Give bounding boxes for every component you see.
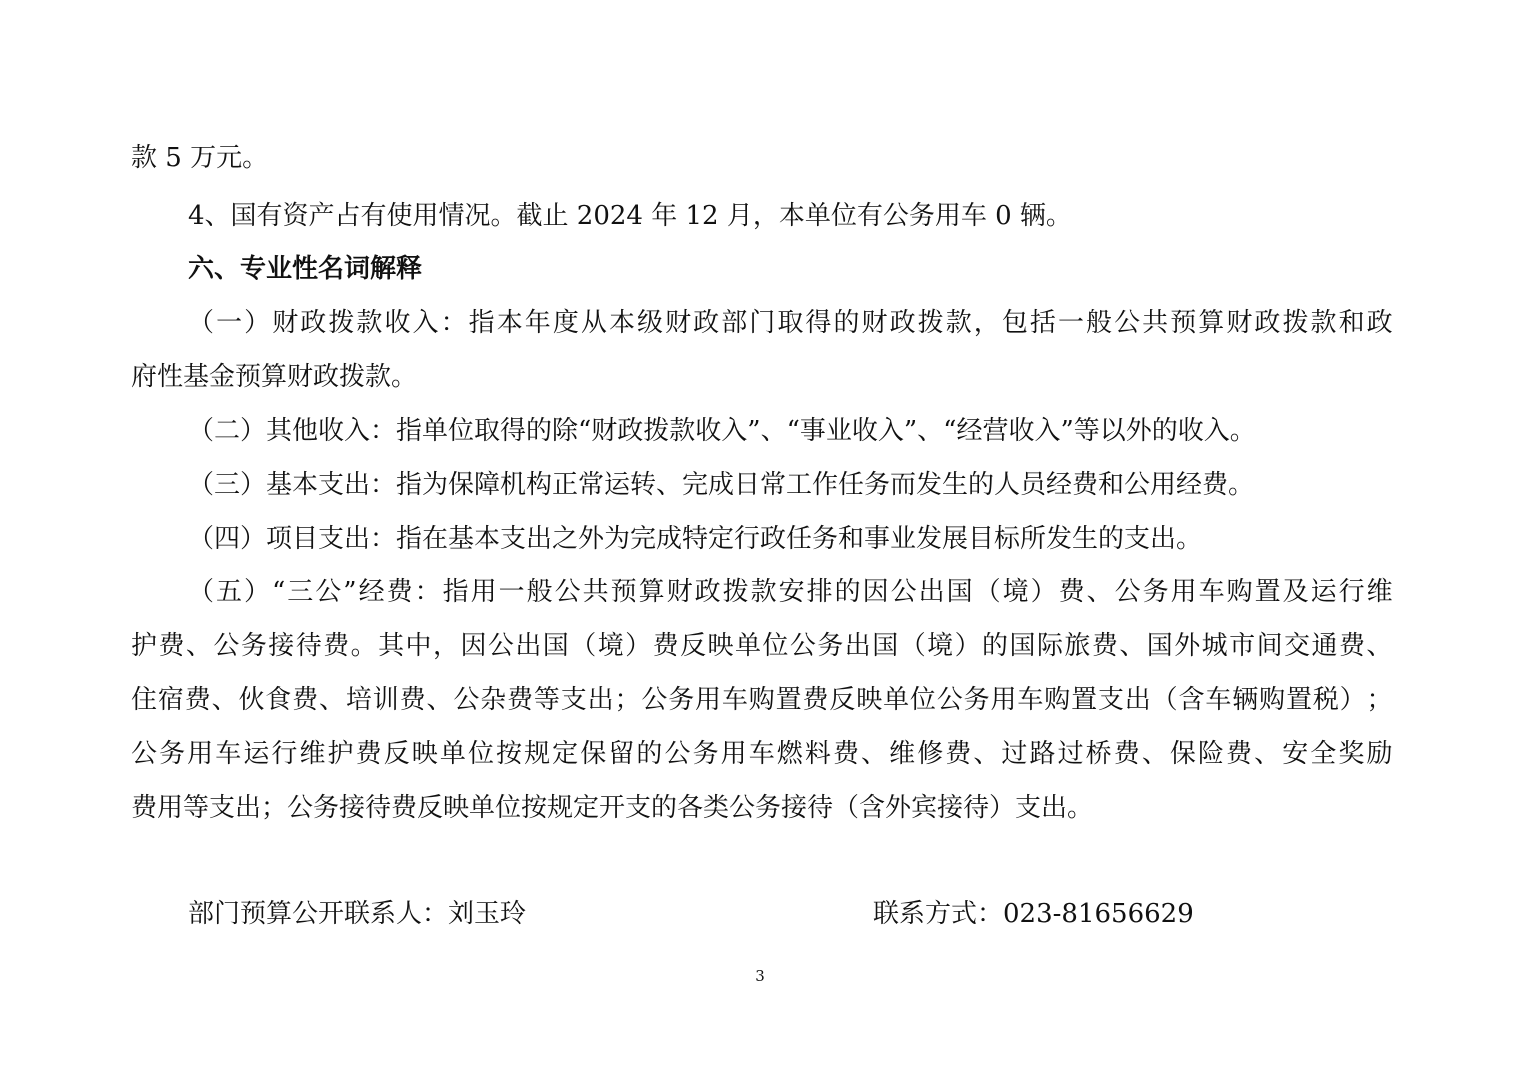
text-char: 反 <box>680 631 707 661</box>
paragraph-line: 费用等支出；公务接待费反映单位按规定开支的各类公务接待（含外宾接待）支出。 <box>131 793 1094 823</box>
text-char: 车 <box>721 685 748 715</box>
text-char: 、 <box>973 739 1000 769</box>
text-char: 运 <box>1310 577 1337 607</box>
text-char: 费 <box>507 685 534 715</box>
text-char: 五 <box>216 577 243 607</box>
text-char: 政 <box>694 577 721 607</box>
text-char: ） <box>954 631 981 661</box>
text-char: 费 <box>1113 739 1140 769</box>
text-char: 待 <box>295 631 322 661</box>
paragraph-line <box>131 683 1393 717</box>
text-char: 得 <box>805 308 832 338</box>
text-char: 公 <box>664 739 691 769</box>
text-char: 费 <box>652 631 679 661</box>
text-char: 入 <box>412 308 439 338</box>
text-char: 国 <box>872 631 899 661</box>
text-char: 反 <box>383 739 410 769</box>
text-char: ： <box>440 308 467 338</box>
text-char: 杂 <box>480 685 507 715</box>
text-char: 政 <box>300 308 327 338</box>
text-char: 公 <box>890 577 917 607</box>
text-char: 费 <box>323 631 350 661</box>
text-char: 映 <box>411 739 438 769</box>
text-char: 、 <box>426 685 453 715</box>
text-char: 公 <box>936 685 963 715</box>
text-char: 宿 <box>157 685 184 715</box>
text-char: 款 <box>1310 308 1337 338</box>
text-char: 拨 <box>1282 308 1309 338</box>
text-char: 务 <box>692 739 719 769</box>
text-char: 用 <box>990 685 1017 715</box>
text-char: 费 <box>184 685 211 715</box>
text-char: 行 <box>271 739 298 769</box>
text-char: 过 <box>1001 739 1028 769</box>
text-char: 城 <box>1201 631 1228 661</box>
text-char: 护 <box>327 739 354 769</box>
text-char: ” <box>343 577 357 607</box>
text-char: 购 <box>1259 685 1286 715</box>
text-char: 购 <box>1226 577 1253 607</box>
text-char: 财 <box>861 308 888 338</box>
text-char: 预 <box>1170 308 1197 338</box>
text-char: 。 <box>350 631 377 661</box>
contact-method: 联系方式：023-81656629 <box>873 899 1194 929</box>
text-char: 置 <box>1285 685 1312 715</box>
text-char: 公 <box>487 631 514 661</box>
text-char: 费 <box>386 577 413 607</box>
text-char: 公 <box>213 631 240 661</box>
text-char: 市 <box>1229 631 1256 661</box>
text-char: 务 <box>817 631 844 661</box>
text-char: 公 <box>131 739 158 769</box>
text-char: 政 <box>889 308 916 338</box>
text-char: 国 <box>946 577 973 607</box>
text-char: 间 <box>1256 631 1283 661</box>
text-char: 留 <box>608 739 635 769</box>
text-char: 车 <box>1198 577 1225 607</box>
text-char: ： <box>414 577 441 607</box>
text-char: 三 <box>287 577 314 607</box>
text-char: 桥 <box>1085 739 1112 769</box>
text-char: 公 <box>315 577 342 607</box>
text-char: 安 <box>778 577 805 607</box>
text-char: 款 <box>945 308 972 338</box>
text-char: 公 <box>554 577 581 607</box>
text-char: 务 <box>240 631 267 661</box>
paragraph-line: 4、国有资产占有使用情况。截止 2024 年 12 月，本单位有公务用车 0 辆。 <box>188 201 1072 231</box>
text-char: 财 <box>1226 308 1253 338</box>
text-char: 通 <box>1311 631 1338 661</box>
text-char: 从 <box>580 308 607 338</box>
text-char: 、 <box>211 685 238 715</box>
text-char: 修 <box>917 739 944 769</box>
text-char: 费 <box>355 739 382 769</box>
text-char: 奖 <box>1338 739 1365 769</box>
text-char: 车 <box>1205 685 1232 715</box>
text-char: 支 <box>1097 685 1124 715</box>
paragraph-line <box>131 629 1393 663</box>
text-char: （ <box>188 308 215 338</box>
text-char: 共 <box>1142 308 1169 338</box>
text-char: 括 <box>1029 308 1056 338</box>
text-char: 住 <box>131 685 158 715</box>
text-char: 和 <box>1338 308 1365 338</box>
text-char: 、 <box>185 631 212 661</box>
text-char: 保 <box>1169 739 1196 769</box>
text-char: ） <box>244 308 271 338</box>
text-char: 路 <box>1029 739 1056 769</box>
text-char: 般 <box>1086 308 1113 338</box>
text-char: 际 <box>1036 631 1063 661</box>
text-char: 行 <box>1338 577 1365 607</box>
text-char: 购 <box>748 685 775 715</box>
text-char: 置 <box>775 685 802 715</box>
text-char: 定 <box>552 739 579 769</box>
text-char: 出 <box>1124 685 1151 715</box>
paragraph-line <box>131 737 1393 771</box>
text-char: 位 <box>909 685 936 715</box>
text-char: 购 <box>1044 685 1071 715</box>
text-char: 维 <box>889 739 916 769</box>
text-char: 车 <box>1017 685 1044 715</box>
text-char: 般 <box>526 577 553 607</box>
text-char: 一 <box>1057 308 1084 338</box>
text-char: 食 <box>265 685 292 715</box>
text-char: 费 <box>1058 577 1085 607</box>
text-char: ； <box>1366 685 1393 715</box>
text-char: 政 <box>693 308 720 338</box>
text-char: 的 <box>982 631 1009 661</box>
text-char: ； <box>614 685 641 715</box>
text-char: 险 <box>1197 739 1224 769</box>
text-char: 算 <box>1198 308 1225 338</box>
text-char: 拨 <box>722 577 749 607</box>
text-char: 出 <box>918 577 945 607</box>
text-char: 的 <box>833 308 860 338</box>
text-char: 全 <box>1310 739 1337 769</box>
text-char: 费 <box>832 739 859 769</box>
paragraph-line: （二）其他收入：指单位取得的除“财政拨款收入”、“事业收入”、“经营收入”等以外的收入。 <box>188 416 1256 446</box>
text-char: 位 <box>467 739 494 769</box>
text-char: 、 <box>861 739 888 769</box>
text-char: 及 <box>1282 577 1309 607</box>
paragraph-line: （四）项目支出：指在基本支出之外为完成特定行政任务和事业发展目标所发生的支出。 <box>188 524 1203 554</box>
text-char: 级 <box>637 308 664 338</box>
text-char: （ <box>899 631 926 661</box>
text-char: 的 <box>834 577 861 607</box>
text-char: 用 <box>470 577 497 607</box>
text-char: 税 <box>1312 685 1339 715</box>
text-char: 国 <box>1146 631 1173 661</box>
text-char: “ <box>272 577 286 607</box>
text-char: 财 <box>272 308 299 338</box>
text-char: 单 <box>734 631 761 661</box>
text-char: 款 <box>750 577 777 607</box>
text-char: 费 <box>399 685 426 715</box>
text-char: 公 <box>789 631 816 661</box>
text-char: ） <box>625 631 652 661</box>
text-char: 燃 <box>776 739 803 769</box>
text-char: （ <box>1151 685 1178 715</box>
text-char: 费 <box>1226 739 1253 769</box>
text-char: 出 <box>587 685 614 715</box>
text-char: 一 <box>498 577 525 607</box>
paragraph-line <box>188 575 1393 609</box>
text-char: 过 <box>1057 739 1084 769</box>
section-heading: 六、专业性名词解释 <box>188 254 423 284</box>
text-char: 部 <box>721 308 748 338</box>
text-char: 、 <box>1366 631 1393 661</box>
text-char: 、 <box>319 685 346 715</box>
text-char: 共 <box>582 577 609 607</box>
text-char: 费 <box>292 685 319 715</box>
text-char: 、 <box>1086 577 1113 607</box>
text-char: 收 <box>384 308 411 338</box>
text-char: 、 <box>1141 739 1168 769</box>
text-char: 境 <box>1002 577 1029 607</box>
text-char: 用 <box>695 685 722 715</box>
text-char: ） <box>1030 577 1057 607</box>
text-char: 单 <box>439 739 466 769</box>
text-char: 支 <box>560 685 587 715</box>
text-char: 位 <box>762 631 789 661</box>
text-char: 费 <box>1338 631 1365 661</box>
text-char: 国 <box>1009 631 1036 661</box>
text-char: 政 <box>1366 308 1393 338</box>
text-char: 其 <box>378 631 405 661</box>
text-char: 门 <box>749 308 776 338</box>
text-char: 置 <box>1254 577 1281 607</box>
text-char: 拨 <box>328 308 355 338</box>
text-char: 公 <box>1114 308 1141 338</box>
text-char: 的 <box>636 739 663 769</box>
paragraph-line: 款 5 万元。 <box>131 143 269 173</box>
text-char: 等 <box>533 685 560 715</box>
text-char: 预 <box>610 577 637 607</box>
text-char: 因 <box>862 577 889 607</box>
text-char: 车 <box>748 739 775 769</box>
text-char: 伙 <box>238 685 265 715</box>
text-char: 旅 <box>1064 631 1091 661</box>
text-char: 规 <box>524 739 551 769</box>
text-char: 反 <box>829 685 856 715</box>
text-char: 、 <box>1254 739 1281 769</box>
text-char: 映 <box>856 685 883 715</box>
text-char: 经 <box>358 577 385 607</box>
text-char: ） <box>244 577 271 607</box>
text-char: 费 <box>158 631 185 661</box>
text-char: 按 <box>496 739 523 769</box>
text-char: 用 <box>187 739 214 769</box>
text-char: 单 <box>883 685 910 715</box>
text-char: 取 <box>777 308 804 338</box>
text-char: 拨 <box>917 308 944 338</box>
text-char: （ <box>570 631 597 661</box>
text-char: 务 <box>668 685 695 715</box>
text-char: （ <box>188 577 215 607</box>
text-char: 算 <box>638 577 665 607</box>
text-char: 本 <box>496 308 523 338</box>
text-char: 维 <box>1366 577 1393 607</box>
text-char: 务 <box>159 739 186 769</box>
text-char: 务 <box>1142 577 1169 607</box>
text-char: 训 <box>372 685 399 715</box>
text-char: 安 <box>1282 739 1309 769</box>
text-char: 度 <box>552 308 579 338</box>
paragraph-line: （三）基本支出：指为保障机构正常运转、完成日常工作任务而发生的人员经费和公用经费。 <box>188 470 1255 500</box>
text-char: 本 <box>608 308 635 338</box>
text-char: 车 <box>215 739 242 769</box>
text-char: （ <box>974 577 1001 607</box>
text-char: 接 <box>268 631 295 661</box>
text-char: 用 <box>1170 577 1197 607</box>
text-char: 国 <box>542 631 569 661</box>
page-number: 3 <box>755 967 765 985</box>
text-char: 含 <box>1178 685 1205 715</box>
text-char: 出 <box>844 631 871 661</box>
text-char: 运 <box>243 739 270 769</box>
text-char: 励 <box>1366 739 1393 769</box>
text-char: 中 <box>405 631 432 661</box>
text-char: ， <box>432 631 459 661</box>
text-char: 务 <box>963 685 990 715</box>
text-char: 因 <box>460 631 487 661</box>
text-char: 置 <box>1071 685 1098 715</box>
text-char: 保 <box>580 739 607 769</box>
text-char: ， <box>973 308 1000 338</box>
text-char: 款 <box>356 308 383 338</box>
text-char: 料 <box>804 739 831 769</box>
text-char: 费 <box>945 739 972 769</box>
text-char: 排 <box>806 577 833 607</box>
text-char: 费 <box>1091 631 1118 661</box>
text-char: 映 <box>707 631 734 661</box>
text-char: 一 <box>216 308 243 338</box>
text-char: 护 <box>131 631 158 661</box>
contact-person: 部门预算公开联系人：刘玉玲 <box>188 899 527 929</box>
text-char: 公 <box>453 685 480 715</box>
text-char: 辆 <box>1232 685 1259 715</box>
text-char: 境 <box>927 631 954 661</box>
paragraph-line <box>188 306 1393 340</box>
text-char: 指 <box>468 308 495 338</box>
text-char: 、 <box>1119 631 1146 661</box>
paragraph-line: 府性基金预算财政拨款。 <box>131 362 418 392</box>
text-char: 指 <box>442 577 469 607</box>
text-char: 政 <box>1254 308 1281 338</box>
text-char: 用 <box>720 739 747 769</box>
text-char: 境 <box>597 631 624 661</box>
text-char: 包 <box>1001 308 1028 338</box>
text-char: 年 <box>524 308 551 338</box>
text-char: 公 <box>641 685 668 715</box>
text-char: 财 <box>666 577 693 607</box>
text-char: 外 <box>1174 631 1201 661</box>
text-char: 培 <box>345 685 372 715</box>
text-char: 财 <box>665 308 692 338</box>
text-char: 公 <box>1114 577 1141 607</box>
text-char: 交 <box>1284 631 1311 661</box>
text-char: ） <box>1339 685 1366 715</box>
text-char: 出 <box>515 631 542 661</box>
text-char: 费 <box>802 685 829 715</box>
text-char: 维 <box>299 739 326 769</box>
